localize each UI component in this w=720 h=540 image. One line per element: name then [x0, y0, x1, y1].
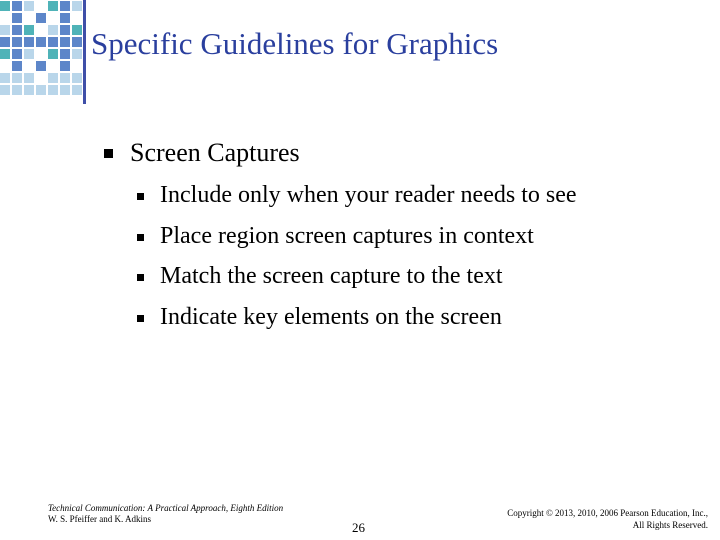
- footer-book-title: Technical Communication: A Practical Approach, Eighth Edition: [48, 503, 284, 513]
- mosaic-tile: [72, 37, 82, 47]
- mosaic-tile: [36, 37, 46, 47]
- mosaic-tile: [48, 25, 58, 35]
- mosaic-tile: [24, 49, 34, 59]
- mosaic-edge-bar: [83, 0, 86, 104]
- mosaic-tile: [36, 97, 46, 104]
- mosaic-tile: [36, 13, 46, 23]
- mosaic-tile: [12, 49, 22, 59]
- mosaic-tile: [0, 25, 10, 35]
- copyright-line: Copyright © 2013, 2010, 2006 Pearson Education, Inc.,: [507, 508, 708, 518]
- mosaic-tile: [60, 49, 70, 59]
- mosaic-tile: [60, 97, 70, 104]
- slide-title: Specific Guidelines for Graphics: [91, 26, 499, 61]
- mosaic-tile: [60, 1, 70, 11]
- mosaic-tile: [60, 61, 70, 71]
- page-number: 26: [352, 520, 365, 535]
- mosaic-tile: [60, 73, 70, 83]
- square-bullet-icon: [137, 193, 144, 200]
- mosaic-tile: [12, 37, 22, 47]
- mosaic-tile: [60, 85, 70, 95]
- mosaic-tile: [36, 49, 46, 59]
- sub-bullet-text: Place region screen captures in context: [160, 222, 534, 249]
- square-bullet-icon: [137, 234, 144, 241]
- mosaic-tile: [0, 37, 10, 47]
- mosaic-tile: [60, 37, 70, 47]
- copyright-line: All Rights Reserved.: [632, 520, 708, 530]
- mosaic-tile: [24, 85, 34, 95]
- mosaic-tile: [36, 25, 46, 35]
- mosaic-tile: [72, 13, 82, 23]
- mosaic-tile: [12, 97, 22, 104]
- mosaic-tile: [72, 61, 82, 71]
- sub-bullet-item: [137, 221, 697, 262]
- mosaic-tile: [72, 73, 82, 83]
- mosaic-tile: [48, 13, 58, 23]
- mosaic-tile: [24, 1, 34, 11]
- sub-bullet-item: [137, 302, 697, 343]
- mosaic-tile: [24, 61, 34, 71]
- mosaic-tile: [60, 13, 70, 23]
- decorative-tile-mosaic: [0, 0, 86, 104]
- mosaic-tile: [60, 25, 70, 35]
- footer-authors: W. S. Pfeiffer and K. Adkins: [48, 514, 151, 524]
- mosaic-tile: [48, 85, 58, 95]
- square-bullet-icon: [104, 149, 113, 158]
- mosaic-tile: [36, 1, 46, 11]
- mosaic-tile: [24, 97, 34, 104]
- sub-bullet-list: [137, 180, 697, 342]
- mosaic-tile: [48, 1, 58, 11]
- mosaic-tile: [0, 49, 10, 59]
- mosaic-tile: [72, 49, 82, 59]
- square-bullet-icon: [137, 315, 144, 322]
- mosaic-tile: [48, 97, 58, 104]
- mosaic-tile: [72, 1, 82, 11]
- mosaic-tile: [0, 85, 10, 95]
- mosaic-tile: [12, 85, 22, 95]
- mosaic-tile: [24, 73, 34, 83]
- mosaic-tile: [36, 85, 46, 95]
- mosaic-tile: [24, 13, 34, 23]
- sub-bullet-text: Include only when your reader needs to see: [160, 182, 577, 208]
- sub-bullet-item: [137, 180, 697, 221]
- sub-bullet-text: Match the screen capture to the text: [160, 263, 503, 289]
- mosaic-tile: [24, 37, 34, 47]
- mosaic-tile: [48, 73, 58, 83]
- mosaic-tile: [0, 13, 10, 23]
- mosaic-tile: [72, 97, 82, 104]
- mosaic-tile: [0, 1, 10, 11]
- main-bullet-text: Screen Captures: [130, 138, 300, 167]
- mosaic-tile: [48, 49, 58, 59]
- sub-bullet-text: Indicate key elements on the screen: [160, 303, 502, 330]
- mosaic-tile: [36, 73, 46, 83]
- mosaic-tile: [12, 1, 22, 11]
- mosaic-tile: [12, 61, 22, 71]
- mosaic-tile: [0, 61, 10, 71]
- sub-bullet-item: [137, 261, 697, 302]
- mosaic-tile: [0, 73, 10, 83]
- mosaic-tile: [48, 37, 58, 47]
- mosaic-tile: [48, 61, 58, 71]
- mosaic-tile: [0, 97, 10, 104]
- mosaic-tile: [12, 73, 22, 83]
- mosaic-tile: [36, 61, 46, 71]
- mosaic-tile: [12, 13, 22, 23]
- footer-citation: [48, 503, 283, 525]
- mosaic-tile: [72, 25, 82, 35]
- mosaic-tile: [12, 25, 22, 35]
- footer-copyright: [507, 507, 708, 531]
- mosaic-tile: [72, 85, 82, 95]
- square-bullet-icon: [137, 274, 144, 281]
- mosaic-tile: [24, 25, 34, 35]
